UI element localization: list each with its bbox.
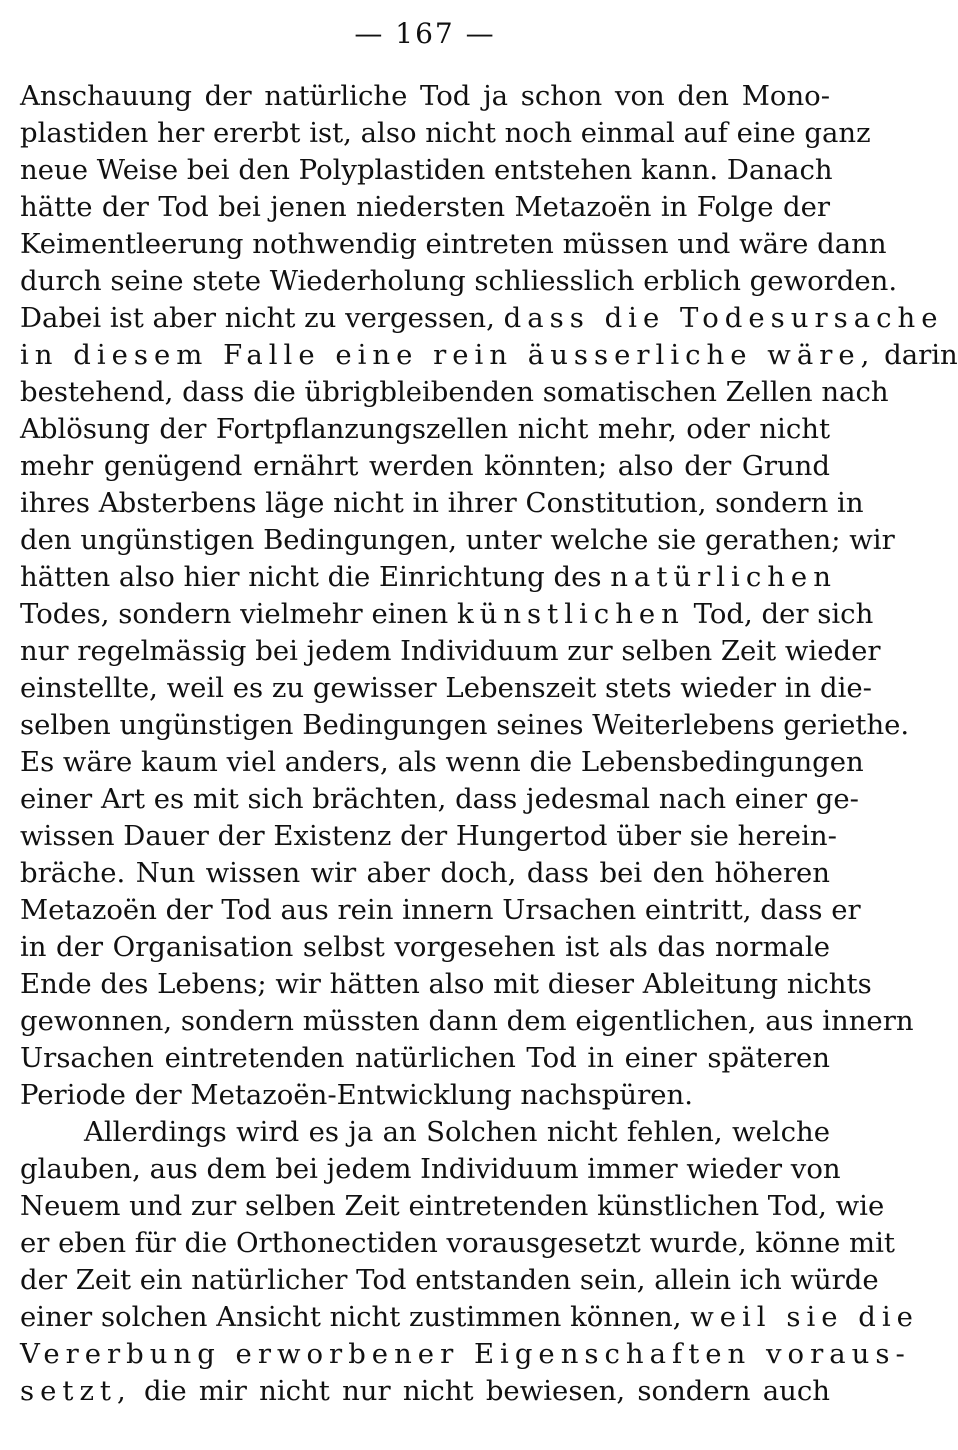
text-segment: Ablösung der Fortpflanzungszellen nicht mehr, oder nicht bbox=[20, 413, 830, 445]
text-segment: der Zeit ein natürlicher Tod entstanden sein, allein ich würde bbox=[20, 1264, 879, 1296]
text-segment: Ursachen eintretenden natürlichen Tod in einer späteren bbox=[20, 1042, 830, 1074]
paragraph bbox=[20, 1114, 919, 1410]
text-line bbox=[20, 448, 830, 485]
text-segment: bestehend, dass die übrigbleibenden somatischen Zellen nach bbox=[20, 376, 889, 408]
text-line bbox=[20, 78, 830, 115]
text-segment: durch seine stete Wiederholung schliesslich erblich geworden. bbox=[20, 265, 898, 297]
text-line bbox=[20, 929, 830, 966]
text-segment: gewonnen, sondern müssten dann dem eigentlichen, aus innern bbox=[20, 1005, 914, 1037]
page-number: — 167 — bbox=[354, 17, 496, 50]
text-line bbox=[20, 1225, 895, 1262]
text-segment: bräche. Nun wissen wir aber doch, dass bei den höheren bbox=[20, 857, 830, 889]
text-segment: ihres Absterbens läge nicht in ihrer Constitution, sondern in bbox=[20, 487, 864, 519]
body-text bbox=[20, 78, 958, 1410]
text-segment: einer Art es mit sich brächten, dass jedesmal nach einer ge- bbox=[20, 783, 859, 815]
text-segment: nur regelmässig bei jedem Individuum zur selben Zeit wieder bbox=[20, 635, 881, 667]
text-line bbox=[20, 152, 833, 189]
spaced-emphasis: weil sie die bbox=[690, 1301, 919, 1333]
text-segment: Metazoën der Tod aus rein innern Ursachen eintritt, dass er bbox=[20, 894, 861, 926]
text-segment: er eben für die Orthonectiden vorausgesetzt wurde, könne mit bbox=[20, 1227, 895, 1259]
text-line bbox=[20, 411, 830, 448]
text-line bbox=[20, 1336, 911, 1373]
text-line bbox=[20, 966, 872, 1003]
paragraph bbox=[20, 78, 958, 1114]
text-segment: glauben, aus dem bei jedem Individuum immer wieder von bbox=[20, 1153, 841, 1185]
text-line bbox=[20, 485, 864, 522]
text-segment: Anschauung der natürliche Tod ja schon von den Mono- bbox=[20, 80, 830, 112]
text-line bbox=[20, 818, 837, 855]
text-segment: Allerdings wird es ja an Solchen nicht fehlen, welche bbox=[84, 1116, 830, 1148]
text-segment: plastiden her ererbt ist, also nicht noch einmal auf eine ganz bbox=[20, 117, 871, 149]
text-segment: wissen Dauer der Existenz der Hungertod über sie herein- bbox=[20, 820, 837, 852]
spaced-emphasis: künstlichen bbox=[456, 598, 685, 630]
text-line bbox=[20, 781, 859, 818]
text-segment: Dabei ist aber nicht zu vergessen, bbox=[20, 302, 504, 334]
text-line bbox=[20, 115, 871, 152]
text-segment: selben ungünstigen Bedingungen seines Weiterlebens geriethe. bbox=[20, 709, 910, 741]
text-line bbox=[20, 1188, 885, 1225]
text-line bbox=[20, 892, 861, 929]
text-line bbox=[20, 374, 889, 411]
text-segment: Neuem und zur selben Zeit eintretenden künstlichen Tod, wie bbox=[20, 1190, 885, 1222]
text-segment: darin bbox=[875, 339, 958, 371]
spaced-emphasis: natürlichen bbox=[610, 561, 837, 593]
text-line bbox=[20, 226, 887, 263]
text-segment: hätte der Tod bei jenen niedersten Metazoën in Folge der bbox=[20, 191, 830, 223]
text-segment: mehr genügend ernährt werden könnten; also der Grund bbox=[20, 450, 830, 482]
text-segment: Es wäre kaum viel anders, als wenn die Lebensbedingungen bbox=[20, 746, 864, 778]
text-line bbox=[20, 337, 958, 374]
text-line bbox=[20, 300, 944, 337]
spaced-emphasis: in diesem Falle eine rein äusserliche wäre, bbox=[20, 339, 876, 371]
text-segment: Periode der Metazoën-Entwicklung nachspüren. bbox=[20, 1079, 693, 1111]
text-line bbox=[20, 855, 830, 892]
text-line bbox=[20, 633, 881, 670]
spaced-emphasis: setzt, bbox=[20, 1375, 132, 1407]
text-line bbox=[20, 1262, 879, 1299]
text-line bbox=[20, 1040, 830, 1077]
text-line bbox=[20, 1077, 830, 1114]
text-line bbox=[20, 670, 872, 707]
text-line bbox=[20, 596, 874, 633]
text-line bbox=[20, 1114, 830, 1151]
text-line bbox=[20, 1003, 914, 1040]
text-segment: Keimentleerung nothwendig eintreten müssen und wäre dann bbox=[20, 228, 887, 260]
text-segment: einstellte, weil es zu gewisser Lebenszeit stets wieder in die- bbox=[20, 672, 872, 704]
spaced-emphasis: Vererbung erworbener Eigenschaften voraus- bbox=[20, 1338, 911, 1370]
spaced-emphasis: dass die Todesursache bbox=[503, 302, 944, 334]
text-segment: neue Weise bei den Polyplastiden entstehen kann. Danach bbox=[20, 154, 833, 186]
text-segment: Tod, der sich bbox=[684, 598, 874, 630]
text-segment: die mir nicht nur nicht bewiesen, sondern auch bbox=[131, 1375, 830, 1407]
text-segment: in der Organisation selbst vorgesehen ist als das normale bbox=[20, 931, 830, 963]
text-line bbox=[20, 522, 895, 559]
text-segment: den ungünstigen Bedingungen, unter welche sie gerathen; wir bbox=[20, 524, 895, 556]
text-line bbox=[20, 1373, 830, 1410]
text-line bbox=[20, 744, 864, 781]
text-line bbox=[20, 707, 910, 744]
text-segment: hätten also hier nicht die Einrichtung des bbox=[20, 561, 611, 593]
text-line bbox=[20, 263, 898, 300]
text-segment: einer solchen Ansicht nicht zustimmen können, bbox=[20, 1301, 691, 1333]
text-line bbox=[20, 559, 837, 596]
text-line bbox=[20, 1151, 841, 1188]
text-segment: Ende des Lebens; wir hätten also mit dieser Ableitung nichts bbox=[20, 968, 872, 1000]
text-segment: Todes, sondern vielmehr einen bbox=[20, 598, 457, 630]
text-line bbox=[20, 189, 830, 226]
text-line bbox=[20, 1299, 919, 1336]
